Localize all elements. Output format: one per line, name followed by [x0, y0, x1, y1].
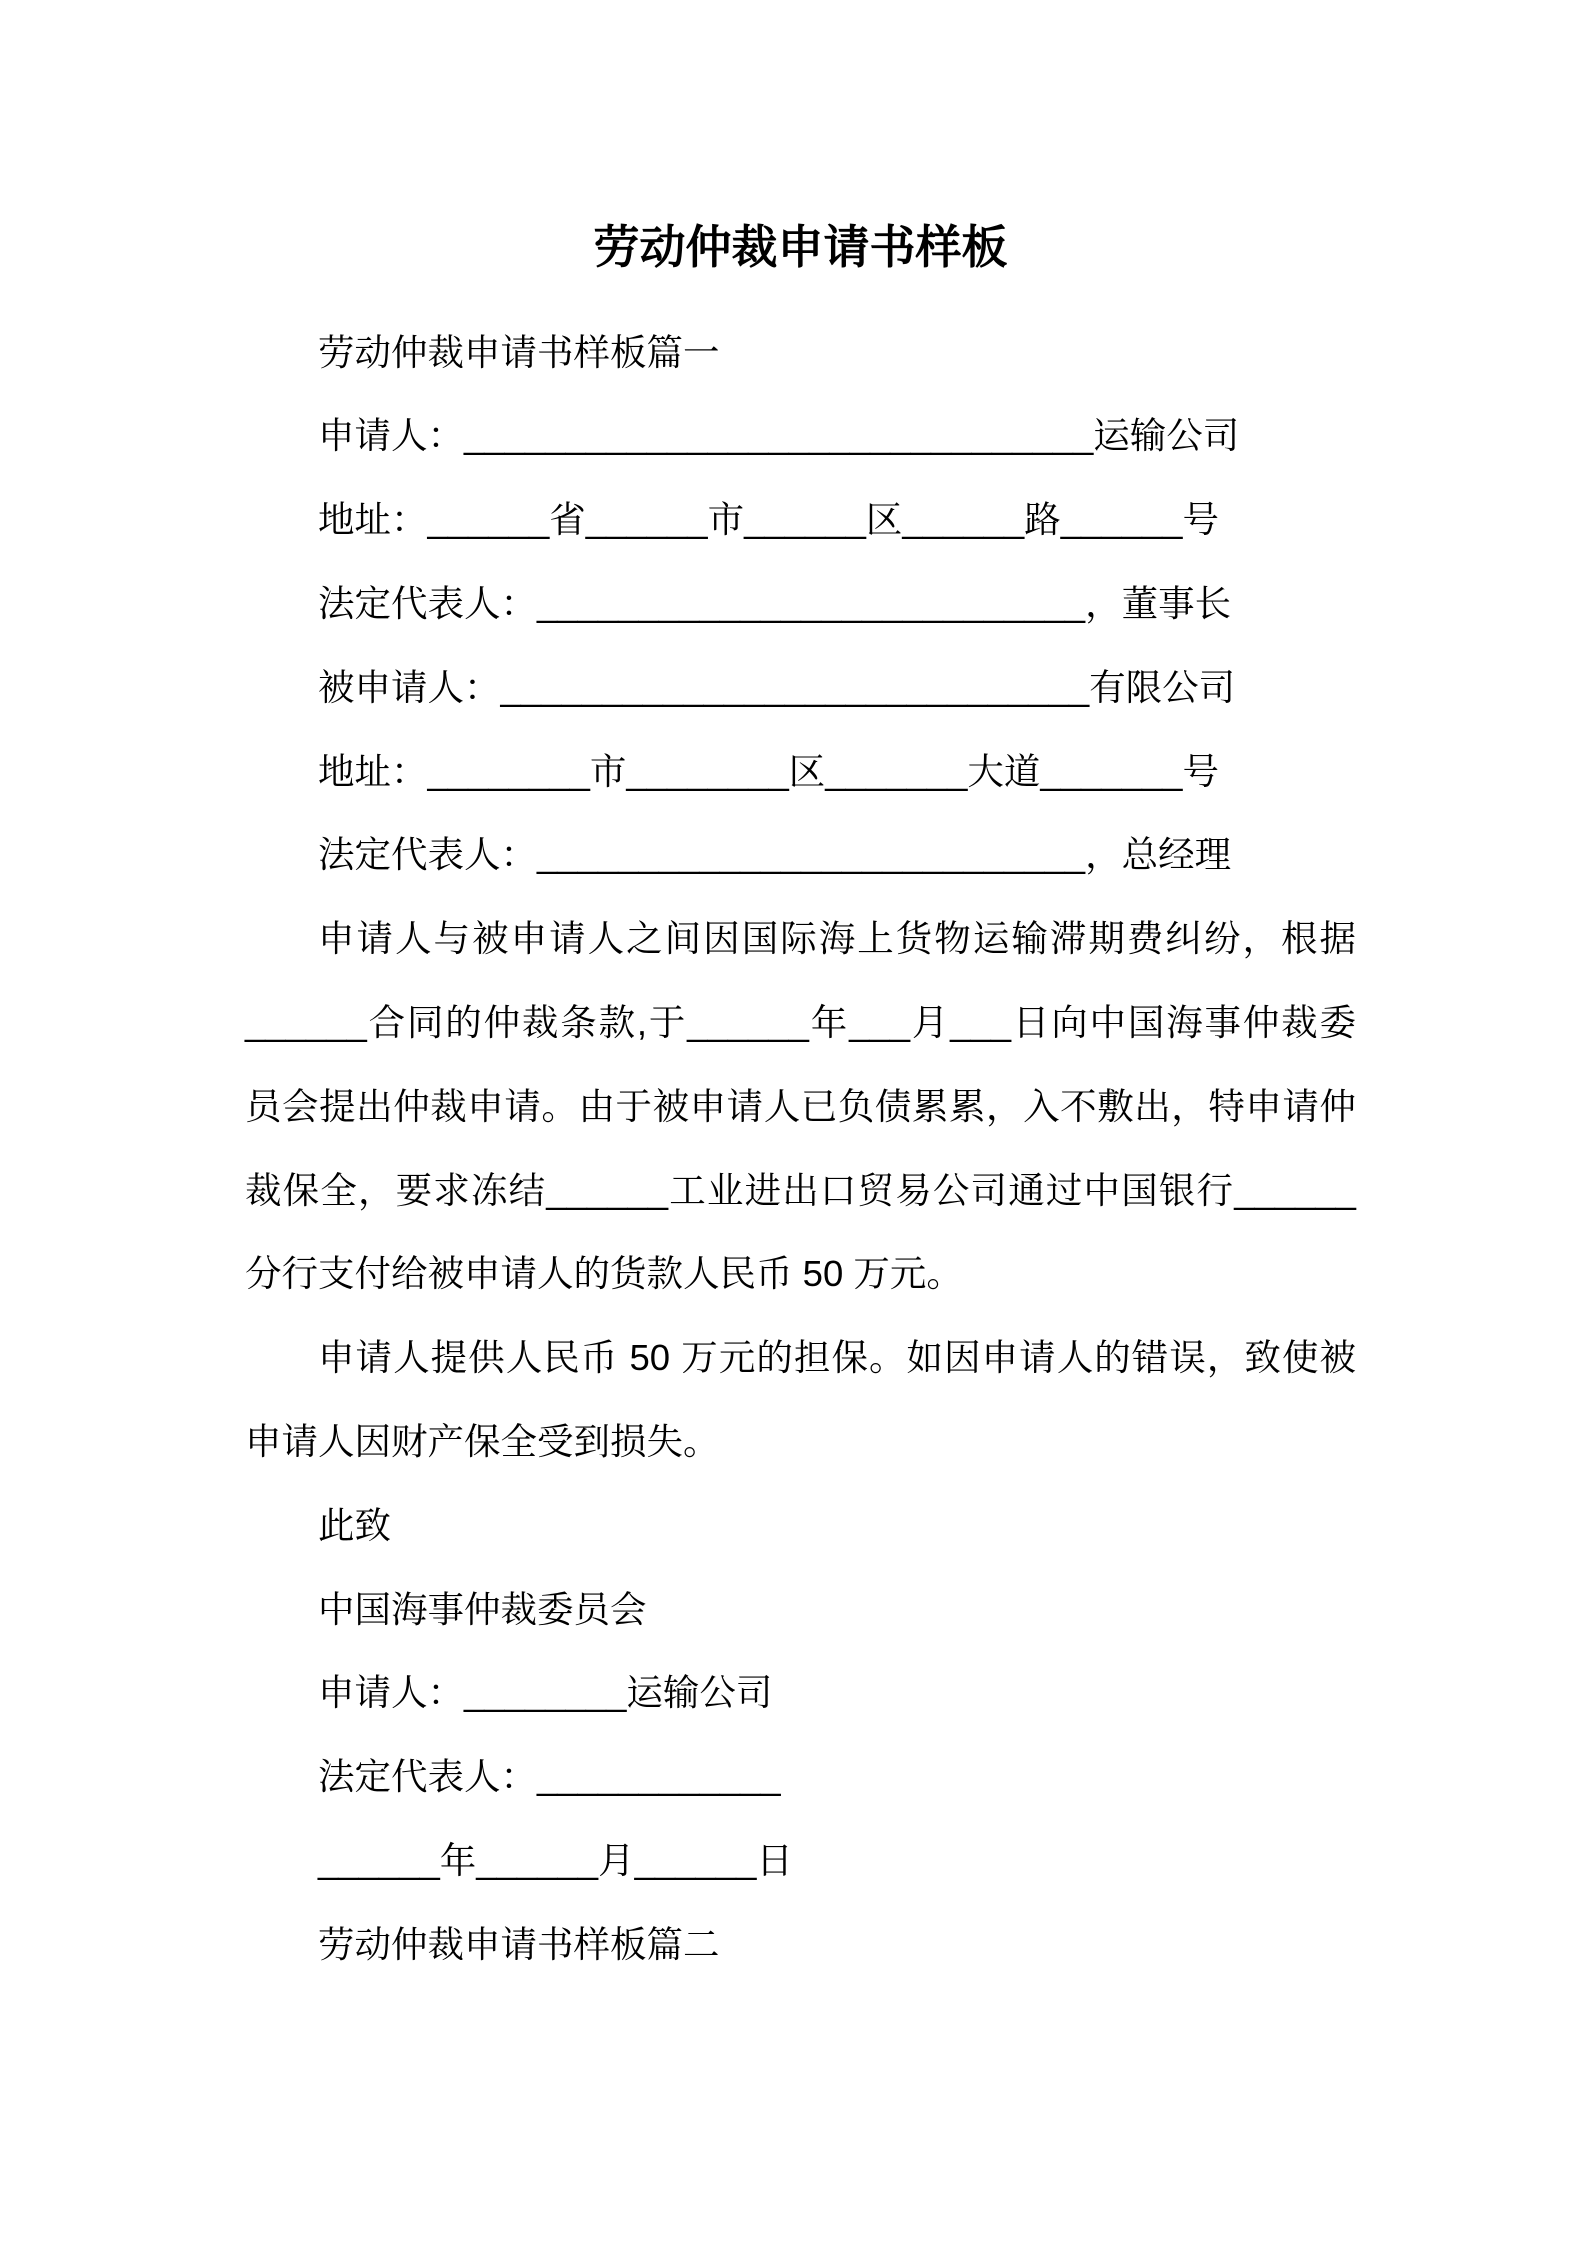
section-heading-part-two: 劳动仲裁申请书样板篇二	[318, 1923, 720, 1965]
respondent-line: 被申请人：_____________________________有限公司	[318, 666, 1236, 708]
paragraph-line: 裁保全，要求冻结______工业进出口贸易公司通过中国银行______	[245, 1169, 1356, 1211]
paragraph-line: 申请人因财产保全受到损失。	[245, 1420, 720, 1462]
paragraph-line: 申请人提供人民币 50 万元的担保。如因申请人的错误，致使被	[318, 1337, 1356, 1379]
signature-date-line: ______年______月______日	[318, 1839, 793, 1881]
respondent-legal-rep-line: 法定代表人：___________________________，总经理	[318, 834, 1232, 876]
paragraph-line: 分行支付给被申请人的货款人民币 50 万元。	[245, 1253, 963, 1295]
applicant-address-line: 地址：______省______市______区______路______号	[318, 499, 1219, 541]
closing-recipient: 中国海事仲裁委员会	[318, 1588, 647, 1630]
closing-salutation: 此致	[318, 1504, 391, 1546]
paragraph-line: 员会提出仲裁申请。由于被申请人已负债累累，入不敷出，特申请仲	[245, 1085, 1356, 1127]
signature-legal-rep-line: 法定代表人：____________	[318, 1756, 781, 1798]
body-paragraph-claim	[245, 897, 1356, 1316]
applicant-line: 申请人：_______________________________运输公司	[318, 415, 1240, 457]
document-title: 劳动仲裁申请书样板	[593, 221, 1008, 273]
applicant-legal-rep-line: 法定代表人：___________________________，董事长	[318, 582, 1232, 624]
section-heading-part-one: 劳动仲裁申请书样板篇一	[318, 331, 720, 373]
document-body	[245, 311, 1356, 1987]
respondent-address-line: 地址：________市________区_______大道_______号	[318, 750, 1219, 792]
paragraph-line: ______合同的仲裁条款,于______年___月___日向中国海事仲裁委	[245, 1001, 1356, 1043]
paragraph-line: 申请人与被申请人之间因国际海上货物运输滞期费纠纷，根据	[318, 918, 1356, 960]
signature-applicant-line: 申请人：________运输公司	[318, 1672, 773, 1714]
body-paragraph-guarantee	[245, 1316, 1356, 1484]
